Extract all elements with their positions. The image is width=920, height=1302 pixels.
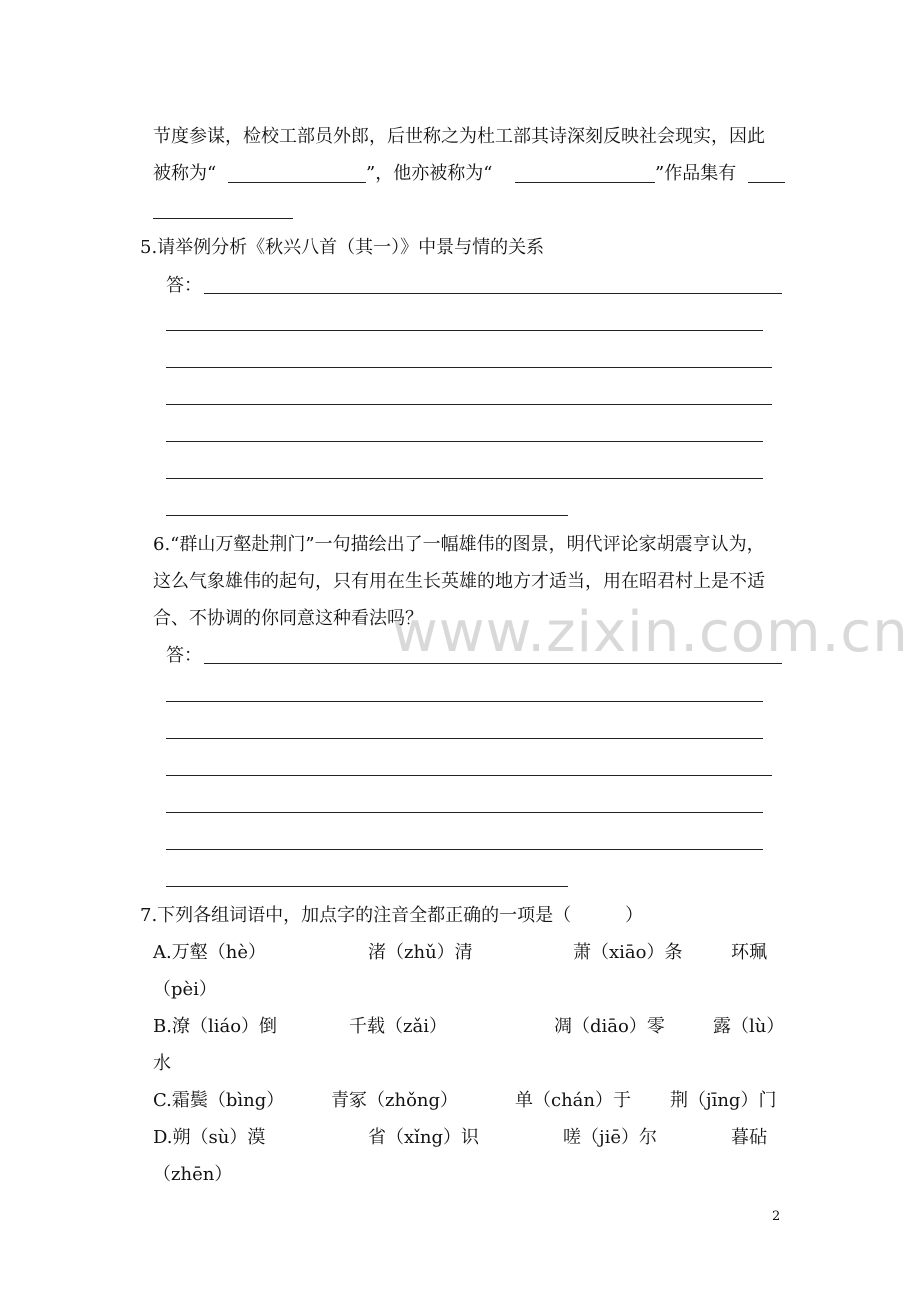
q4-blank-3b[interactable]: [153, 218, 293, 219]
q7-option-a-4: 环珮: [731, 942, 767, 963]
q5-answer-line-4[interactable]: [166, 404, 772, 405]
q4-blank-1[interactable]: [228, 182, 366, 183]
q6-answer-label: 答：: [166, 645, 202, 666]
q5-answer-label: 答：: [166, 275, 202, 296]
q7-option-b-3: 凋（diāo）零: [554, 1016, 665, 1037]
q7-option-c-3: 单（chán）于: [515, 1090, 631, 1111]
q6-line1: 6.“群山万壑赴荆门”一句描绘出了一幅雄伟的图景，明代评论家胡震亨认为，: [153, 534, 765, 555]
q4-line1: 节度参谋，检校工部员外郎，后世称之为杜工部其诗深刻反映社会现实，因此: [153, 126, 765, 147]
q6-line3: 合、不协调的你同意这种看法吗？: [153, 608, 423, 629]
q7-option-a-3: 萧（xiāo）条: [573, 942, 683, 963]
q5-answer-line-7[interactable]: [166, 515, 568, 516]
q5-answer-line-5[interactable]: [166, 441, 763, 442]
q7-option-c-1: C.霜鬓（bìng）: [153, 1090, 285, 1111]
q5-answer-line-2[interactable]: [166, 330, 763, 331]
q7-option-c-4: 荆（jīng）门: [670, 1090, 777, 1111]
q7-option-d-4: 暮砧: [731, 1127, 767, 1148]
q6-answer-line-6[interactable]: [166, 849, 763, 850]
q6-answer-line-7[interactable]: [166, 886, 568, 887]
q7-option-b-2: 千载（zǎi）: [349, 1016, 447, 1037]
q5-answer-line-6[interactable]: [166, 478, 763, 479]
q4-line2-c: ”作品集有: [655, 163, 737, 184]
q4-blank-3a[interactable]: [748, 182, 785, 183]
q5-answer-line-3[interactable]: [166, 367, 772, 368]
watermark: www.zixin.com.cn: [392, 600, 909, 665]
q6-answer-line-1[interactable]: [204, 663, 782, 664]
q4-blank-2[interactable]: [515, 182, 655, 183]
q6-line2: 这么气象雄伟的起句，只有用在生长英雄的地方才适当，用在昭君村上是不适: [153, 571, 765, 592]
q7-option-b-4: 露（lù）: [713, 1016, 785, 1037]
q6-answer-line-3[interactable]: [166, 738, 763, 739]
q6-answer-line-5[interactable]: [166, 812, 763, 813]
q7-option-d-1: D.朔（sù）漠: [153, 1127, 266, 1148]
q7-option-b-5: 水: [153, 1053, 171, 1074]
q7-option-d-3: 嗟（jiē）尔: [563, 1127, 657, 1148]
q7-option-b-1: B.潦（liáo）倒: [153, 1016, 278, 1037]
q7-question: 7.下列各组词语中，加点字的注音全都正确的一项是（ ）: [140, 905, 644, 926]
page-number: 2: [772, 1209, 781, 1224]
q6-answer-line-4[interactable]: [166, 775, 772, 776]
q6-answer-line-2[interactable]: [166, 701, 763, 702]
q7-option-d-2: 省（xǐng）识: [368, 1127, 480, 1148]
q7-option-a-1: A.万壑（hè）: [153, 942, 266, 963]
q5-answer-line-1[interactable]: [204, 293, 782, 294]
q7-option-a-2: 渚（zhǔ）清: [368, 942, 473, 963]
q7-option-a-5: （pèi）: [153, 979, 217, 1000]
q5-question: 5.请举例分析《秋兴八首（其一）》中景与情的关系: [140, 237, 545, 258]
q7-option-c-2: 青冢（zhǒng）: [331, 1090, 459, 1111]
q7-option-d-5: （zhēn）: [153, 1164, 233, 1185]
q4-line2-b: ”，他亦被称为“: [366, 163, 493, 184]
q4-line2-a: 被称为“: [153, 163, 217, 184]
